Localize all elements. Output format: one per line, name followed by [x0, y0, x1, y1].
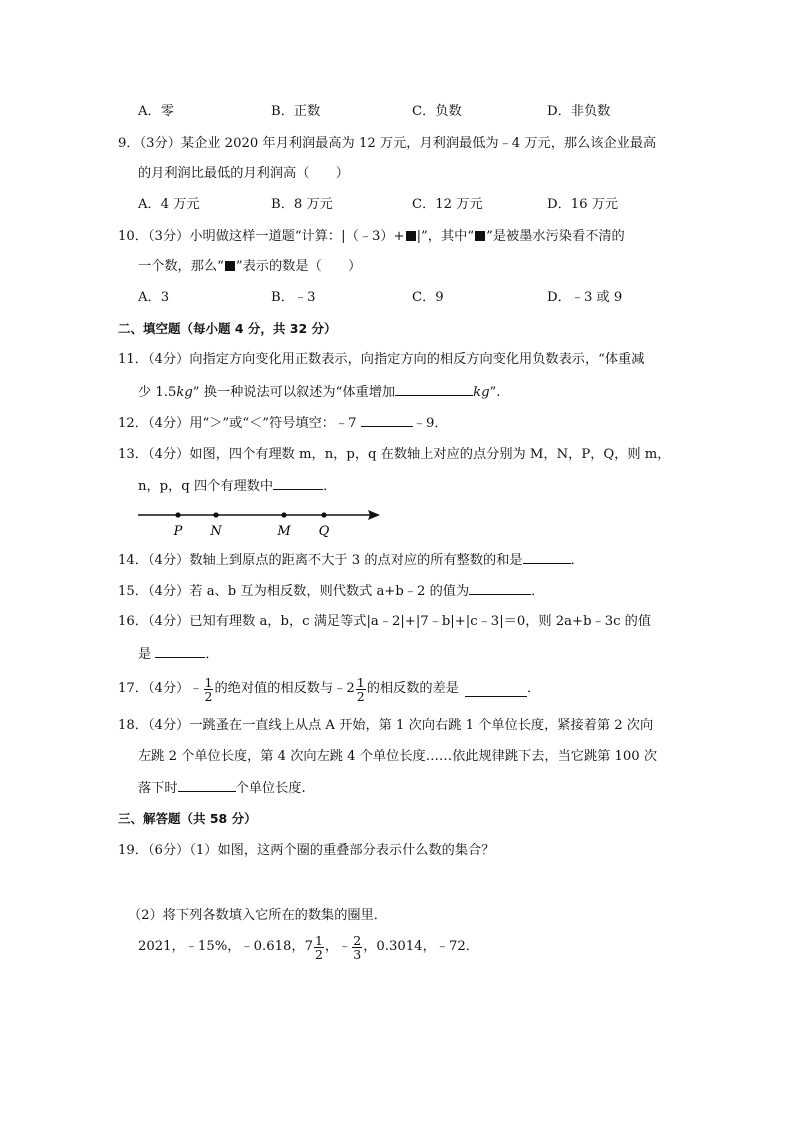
q19-part2: （2）将下列各数填入它所在的数集的圈里． — [128, 908, 387, 923]
fraction — [356, 676, 366, 703]
ink-blot-icon — [406, 231, 416, 241]
q9-option-a: A．4 万元 — [138, 197, 200, 212]
section-fill-in-heading: 二、填空题（每小题 4 分，共 32 分） — [118, 321, 337, 336]
q19-number-list — [138, 932, 479, 962]
fraction-numerator: 1 — [314, 932, 323, 948]
fraction-denominator: 2 — [204, 688, 213, 704]
q18-text-b: 个单位长度. — [235, 781, 306, 796]
q13-text-b: ． — [323, 479, 337, 494]
answer-blank[interactable] — [273, 475, 323, 490]
q14-text-b: ． — [570, 553, 584, 568]
number-line-figure — [136, 504, 386, 540]
q10-option-a: A．3 — [138, 290, 170, 305]
axis-point-p — [175, 512, 180, 517]
q12-text-a: 12．（4分）用“＞”或“＜”符号填空：﹣7 — [118, 416, 357, 431]
answer-blank[interactable] — [361, 412, 413, 427]
q18-text-a: 落下时 — [138, 781, 178, 796]
ink-blot-icon — [225, 261, 235, 271]
section-answer-heading: 三、解答题（共 58 分） — [118, 811, 257, 826]
q8-option-c: C．负数 — [412, 104, 462, 119]
axis-point-label-m: M — [277, 524, 291, 539]
answer-blank[interactable] — [155, 643, 205, 658]
q10-text-e: ”表示的数是（ ） — [235, 259, 362, 274]
fraction — [352, 934, 362, 961]
q13-text-a: n，p，q 四个有理数中 — [138, 479, 274, 494]
q8-option-a: A．零 — [138, 104, 174, 119]
fraction — [204, 676, 214, 703]
q10-stem-line2 — [138, 256, 361, 278]
q12-stem — [118, 412, 448, 435]
q14-text-a: 14．（4分）数轴上到原点的距离不大于 3 的点对应的所有整数的和是 — [118, 553, 523, 568]
q10-text-b: |”，其中“ — [416, 229, 475, 244]
q10-stem-line1 — [118, 226, 625, 248]
q19-nums-a: 2021，﹣15%，﹣0.618，7 — [138, 939, 313, 954]
q18-stem-line2: 左跳 2 个单位长度，第 4 次向左跳 4 个单位长度……依此规律跳下去，当它跳第 100 次 — [138, 749, 658, 764]
q11-unit-2: kg — [473, 385, 490, 400]
q19-part1: 19．（6分）（1）如图，这两个圈的重叠部分表示什么数的集合？ — [118, 843, 495, 858]
q10-text-d: 一个数，那么“ — [138, 259, 224, 274]
axis-points — [173, 512, 330, 539]
axis-point-q — [321, 512, 326, 517]
q19-nums-b: ，﹣ — [324, 939, 352, 954]
q13-stem-line2 — [138, 475, 336, 498]
q10-option-c: C．9 — [412, 290, 444, 305]
q18-stem-line3 — [138, 777, 306, 800]
q17-stem — [118, 674, 540, 704]
q15-text-a: 15．（4分）若 a、b 互为相反数，则代数式 a+b﹣2 的值为 — [118, 584, 470, 599]
fraction — [314, 934, 324, 961]
answer-blank[interactable] — [523, 549, 571, 564]
q9-option-b: B．8 万元 — [271, 197, 333, 212]
q13-stem-line1: 13．（4分）如图，四个有理数 m，n，p，q 在数轴上对应的点分别为 M，N，P，Q，则 m， — [118, 447, 671, 462]
axis-point-m — [281, 512, 286, 517]
answer-blank[interactable] — [465, 682, 527, 697]
q10-text-c: ”是被墨水污染看不清的 — [486, 229, 625, 244]
answer-blank[interactable] — [395, 381, 473, 396]
q16-stem-line1: 16．（4分）已知有理数 a，b，c 满足等式|a﹣2|+|7﹣b|+|c﹣3|＝0，则 2a+b﹣3c 的值 — [118, 614, 652, 629]
q11-text-b: ” 换一种说法可以叙述为“体重增加 — [192, 385, 396, 400]
q19-nums-c: ，0.3014，﹣72． — [363, 939, 479, 954]
q9-stem-line2: 的月利润比最低的月利润高（ ） — [138, 166, 349, 181]
axis-point-label-q: Q — [318, 524, 330, 539]
fraction-denominator: 2 — [356, 688, 365, 704]
q15-text-b: ． — [531, 584, 545, 599]
q11-stem-line2 — [138, 381, 500, 404]
q11-text-c: ”. — [489, 385, 501, 400]
axis-point-label-n: N — [210, 524, 222, 539]
q17-text-d: ． — [527, 681, 541, 696]
q11-stem-line1: 11．（4分）向指定方向变化用正数表示，向指定方向的相反方向变化用负数表示，“体重减 — [118, 352, 645, 367]
q8-option-b: B．正数 — [271, 104, 321, 119]
q17-text-b: 的绝对值的相反数与﹣2 — [214, 681, 355, 696]
q16-text-b: ． — [205, 647, 219, 662]
axis-point-label-p: P — [173, 524, 183, 539]
fraction-denominator: 3 — [353, 946, 362, 962]
q12-text-b: ﹣9． — [412, 416, 448, 431]
ink-blot-icon — [475, 231, 485, 241]
q16-text-a: 是 — [138, 647, 152, 662]
answer-blank[interactable] — [469, 580, 531, 595]
q9-option-d: D．16 万元 — [547, 197, 619, 212]
q16-stem-line2 — [138, 643, 219, 666]
q11-text-a: 少 1.5 — [138, 385, 177, 400]
fraction-numerator: 1 — [356, 674, 365, 690]
q10-option-b: B．﹣3 — [271, 290, 316, 305]
q10-option-d: D．﹣3 或 9 — [547, 290, 623, 305]
q10-text-a: 10．（3分）小明做这样一道题“计算：|（﹣3）+ — [118, 229, 405, 244]
answer-blank[interactable] — [178, 777, 236, 792]
q8-option-d: D．非负数 — [547, 104, 611, 119]
fraction-numerator: 2 — [353, 932, 362, 948]
fraction-denominator: 2 — [314, 946, 323, 962]
q17-text-a: 17．（4分）﹣ — [118, 681, 203, 696]
fraction-numerator: 1 — [204, 674, 213, 690]
axis-point-n — [213, 512, 218, 517]
q9-option-c: C．12 万元 — [412, 197, 483, 212]
q15-stem — [118, 580, 544, 603]
q11-unit-1: kg — [176, 385, 193, 400]
q9-stem-line1: 9．（3分）某企业 2020 年月利润最高为 12 万元，月利润最低为﹣4 万元，那么该企业最高 — [118, 136, 657, 151]
q18-stem-line1: 18．（4分）一跳蚤在一直线上从点 A 开始，第 1 次向右跳 1 个单位长度，紧接着第 2 次向 — [118, 718, 654, 733]
q14-stem — [118, 549, 584, 572]
q17-text-c: 的相反数的差是 — [366, 681, 459, 696]
